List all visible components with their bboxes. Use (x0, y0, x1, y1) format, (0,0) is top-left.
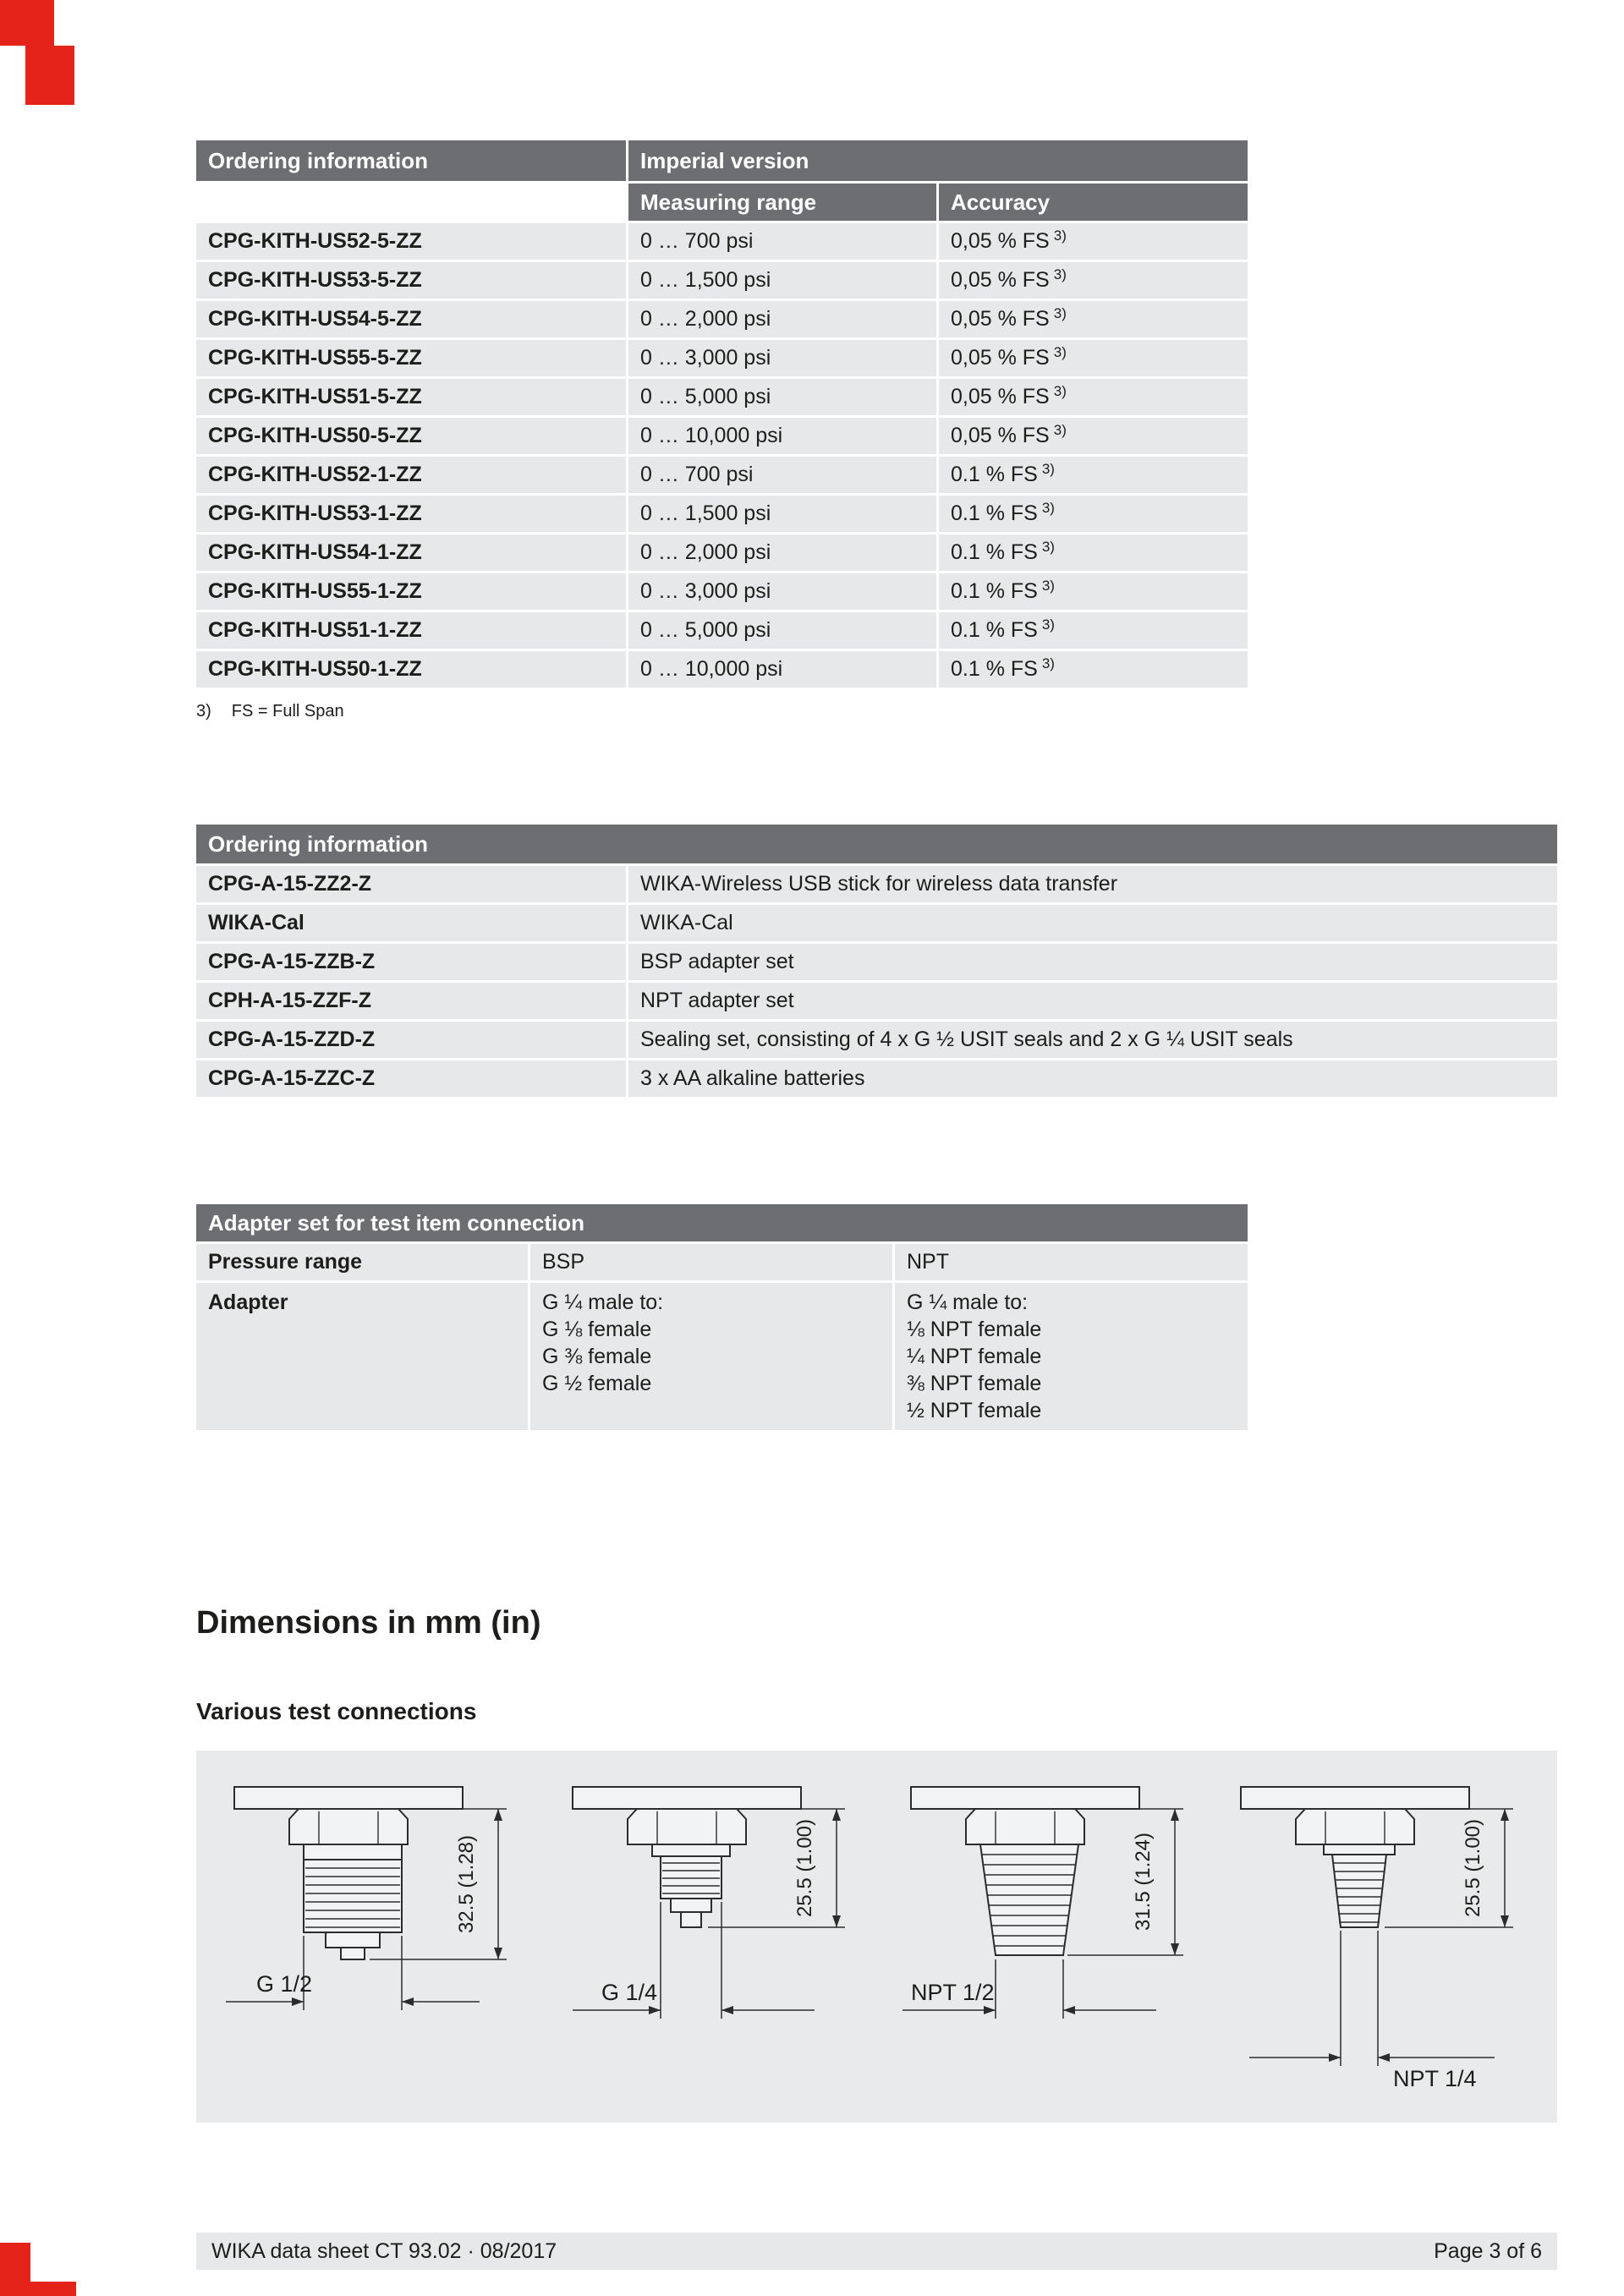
measuring-range: 0 … 1,500 psi (628, 262, 936, 299)
thread-label: G 1/2 (256, 1971, 313, 1997)
order-code: CPG-KITH-US52-1-ZZ (196, 457, 626, 493)
order-code: CPG-KITH-US54-5-ZZ (196, 301, 626, 337)
table-row (196, 1283, 1248, 1430)
table-row (196, 651, 1248, 688)
scan-artifact-red (25, 46, 74, 105)
accuracy-value: 0.1 % FS (951, 618, 1038, 642)
order-code: CPG-KITH-US50-5-ZZ (196, 418, 626, 454)
bsp-line: G ⅜ female (542, 1345, 652, 1368)
height-dimension-label: 32.5 (1.28) (455, 1834, 478, 1934)
footnote-ref: 3) (1041, 499, 1055, 516)
scan-artifact-red (0, 0, 54, 46)
footer-page-number: Page 3 of 6 (1434, 2238, 1542, 2263)
npt-line: G ¼ male to: (907, 1290, 1029, 1314)
accuracy-value: 0,05 % FS (951, 424, 1050, 447)
npt-line: ½ NPT female (907, 1399, 1042, 1422)
footnote-ref: 3) (1053, 304, 1067, 321)
table-row (196, 457, 1248, 493)
accuracy (939, 418, 1248, 454)
description: Sealing set, consisting of 4 x G ½ USIT seals and 2 x G ¼ USIT seals (628, 1022, 1557, 1058)
table-row (196, 340, 1248, 376)
accuracy-value: 0,05 % FS (951, 307, 1050, 331)
accuracy-value: 0.1 % FS (951, 501, 1038, 525)
thread-label: G 1/4 (601, 1980, 658, 2005)
col-header-accuracy: Accuracy (939, 184, 1248, 221)
drawing-g-1-2 (209, 1763, 543, 2110)
order-code: CPG-A-15-ZZC-Z (196, 1060, 626, 1097)
accuracy (939, 651, 1248, 688)
table-row (196, 534, 1248, 571)
pressure-range-label: Pressure range (196, 1244, 528, 1280)
accuracy (939, 573, 1248, 610)
footnote-ref: 3) (1041, 577, 1055, 594)
height-dimension-label: 31.5 (1.24) (1132, 1832, 1155, 1932)
thread-dimension (903, 1959, 1156, 2019)
order-code: CPG-KITH-US52-5-ZZ (196, 223, 626, 260)
measuring-range: 0 … 2,000 psi (628, 301, 936, 337)
footnote-ref: 3) (1053, 266, 1067, 282)
table-row (196, 573, 1248, 610)
footnote-ref: 3) (1053, 421, 1067, 438)
order-code: CPG-KITH-US55-1-ZZ (196, 573, 626, 610)
measuring-range: 0 … 10,000 psi (628, 418, 936, 454)
table-row (196, 418, 1248, 454)
accuracy-value: 0.1 % FS (951, 463, 1038, 486)
accuracy-value: 0,05 % FS (951, 229, 1050, 253)
order-code: CPG-KITH-US51-5-ZZ (196, 379, 626, 415)
accuracy-value: 0.1 % FS (951, 657, 1038, 681)
footer-docinfo: WIKA data sheet CT 93.02 · 08/2017 (211, 2238, 557, 2263)
order-code: CPG-KITH-US53-1-ZZ (196, 496, 626, 532)
scan-artifact-red (0, 2243, 30, 2296)
drawing-npt-1-4 (1215, 1763, 1550, 2110)
order-code: CPG-KITH-US55-5-ZZ (196, 340, 626, 376)
accuracy (939, 612, 1248, 649)
footnote-ref: 3) (1053, 343, 1067, 360)
description: NPT adapter set (628, 983, 1557, 1019)
order-code: CPG-KITH-US50-1-ZZ (196, 651, 626, 688)
accuracy (939, 496, 1248, 532)
measuring-range: 0 … 700 psi (628, 223, 936, 260)
npt-line: ⅜ NPT female (907, 1372, 1042, 1395)
imperial-version-table (196, 140, 1248, 688)
subheader-spacer (196, 184, 626, 221)
page-footer (196, 2233, 1557, 2270)
table-row (196, 1060, 1557, 1097)
accuracy-value: 0,05 % FS (951, 346, 1050, 370)
bsp-line: G ¼ male to: (542, 1290, 664, 1314)
table-row (196, 496, 1248, 532)
table-row (196, 223, 1248, 260)
footnote-marker: 3) (196, 702, 211, 721)
description: 3 x AA alkaline batteries (628, 1060, 1557, 1097)
table-row (196, 379, 1248, 415)
table-row (196, 301, 1248, 337)
thread-label: NPT 1/2 (911, 1980, 995, 2005)
table-row (196, 944, 1557, 980)
measuring-range: 0 … 3,000 psi (628, 340, 936, 376)
footnote-ref: 3) (1041, 538, 1055, 555)
accuracy (939, 223, 1248, 260)
height-dimension-label: 25.5 (1.00) (793, 1818, 816, 1918)
measuring-range: 0 … 5,000 psi (628, 612, 936, 649)
bsp-line: G ⅛ female (542, 1318, 652, 1341)
thread-label: NPT 1/4 (1393, 2066, 1477, 2091)
footnote-ref: 3) (1041, 460, 1055, 477)
accuracy-value: 0,05 % FS (951, 268, 1050, 292)
description: WIKA-Cal (628, 905, 1557, 941)
order-code: CPG-A-15-ZZD-Z (196, 1022, 626, 1058)
dimensions-title: Dimensions in mm (in) (196, 1605, 541, 1641)
height-dimension-label: 25.5 (1.00) (1462, 1818, 1484, 1918)
description: BSP adapter set (628, 944, 1557, 980)
dimensions-subtitle: Various test connections (196, 1698, 477, 1724)
order-code: CPG-A-15-ZZ2-Z (196, 866, 626, 902)
table-row (196, 866, 1557, 902)
order-code: CPG-A-15-ZZB-Z (196, 944, 626, 980)
table-row (196, 983, 1557, 1019)
table-row (196, 905, 1557, 941)
connector-outline (573, 1787, 801, 1927)
col-header-imperial-version: Imperial version (628, 140, 1248, 181)
accuracy-value: 0,05 % FS (951, 385, 1050, 408)
npt-header: NPT (895, 1244, 1248, 1280)
footnote-ref: 3) (1041, 655, 1055, 671)
table-row (196, 1022, 1557, 1058)
footnote-ref: 3) (1053, 382, 1067, 399)
table-row (196, 1244, 1248, 1280)
description: WIKA-Wireless USB stick for wireless data transfer (628, 866, 1557, 902)
measuring-range: 0 … 700 psi (628, 457, 936, 493)
thread-dimension (1249, 1931, 1495, 2091)
bsp-line: G ½ female (542, 1372, 652, 1395)
footnote (196, 702, 344, 721)
adapter-set-table (196, 1204, 1248, 1430)
scan-artifact-red (30, 2282, 76, 2296)
accuracy (939, 379, 1248, 415)
order-code: CPH-A-15-ZZF-Z (196, 983, 626, 1019)
measuring-range: 0 … 2,000 psi (628, 534, 936, 571)
footnote-text: FS = Full Span (231, 702, 344, 721)
measuring-range: 0 … 10,000 psi (628, 651, 936, 688)
npt-line: ¼ NPT female (907, 1345, 1042, 1368)
bsp-adapter-list (530, 1283, 892, 1430)
connector-outline (911, 1787, 1139, 1955)
order-code: WIKA-Cal (196, 905, 626, 941)
measuring-range: 0 … 1,500 psi (628, 496, 936, 532)
table-row (196, 262, 1248, 299)
accuracy (939, 340, 1248, 376)
drawing-npt-1-2 (886, 1763, 1220, 2110)
bsp-header: BSP (530, 1244, 892, 1280)
test-connections-diagram (196, 1751, 1557, 2123)
order-code: CPG-KITH-US51-1-ZZ (196, 612, 626, 649)
accuracy-value: 0.1 % FS (951, 540, 1038, 564)
accuracy (939, 262, 1248, 299)
order-code: CPG-KITH-US54-1-ZZ (196, 534, 626, 571)
adapter-label: Adapter (196, 1283, 528, 1430)
npt-line: ⅛ NPT female (907, 1318, 1042, 1341)
col-header-measuring-range: Measuring range (628, 184, 936, 221)
accessories-ordering-table (196, 825, 1557, 1097)
npt-adapter-list (895, 1283, 1248, 1430)
measuring-range: 0 … 5,000 psi (628, 379, 936, 415)
accuracy (939, 457, 1248, 493)
measuring-range: 0 … 3,000 psi (628, 573, 936, 610)
order-code: CPG-KITH-US53-5-ZZ (196, 262, 626, 299)
footnote-ref: 3) (1053, 227, 1067, 244)
accuracy (939, 534, 1248, 571)
footnote-ref: 3) (1041, 616, 1055, 633)
connector-outline (234, 1787, 463, 1959)
col-header-ordering-information: Ordering information (196, 140, 626, 181)
accuracy (939, 301, 1248, 337)
connector-outline (1241, 1787, 1469, 1927)
table-header-ordering-information: Ordering information (196, 825, 1557, 863)
accuracy-value: 0.1 % FS (951, 579, 1038, 603)
table-header-adapter-set: Adapter set for test item connection (196, 1204, 1248, 1241)
table-row (196, 612, 1248, 649)
drawing-g-1-4 (547, 1763, 881, 2110)
